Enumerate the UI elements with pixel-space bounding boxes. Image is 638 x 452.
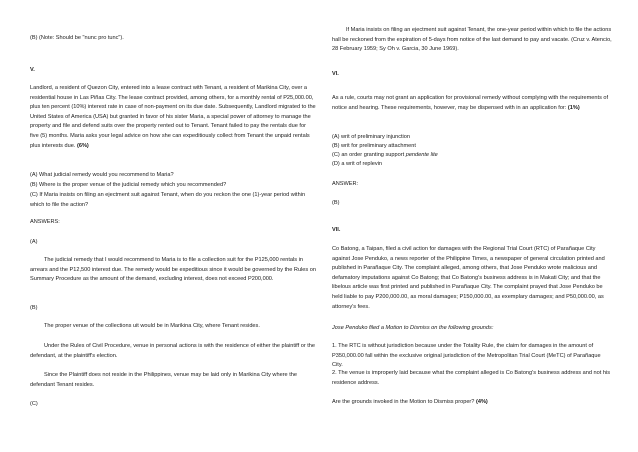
question-vi-option-b: (B) writ for preliminary attachment: [332, 143, 416, 149]
question-vii-points: (4%): [475, 399, 488, 405]
question-vi-body: As a rule, courts may not grant an application for provisional remedy without complying with the requirements of notice and hearing. These requirements, however, may be dispensed with in an application for:: [332, 95, 610, 111]
question-vi-heading: VI.: [332, 71, 339, 77]
question-vi-option-d: (D) a writ of replevin: [332, 161, 383, 167]
question-vi-points: (1%): [567, 104, 580, 111]
question-v-facts-text: Landlord, a resident of Quezon City, entered into a lease contract with Tenant, a resident of Marikina City, over a residential house in Las Piñas City. The lease contract provided, among others, for a monthly rental of P25,000.00, plus ten percent (10%) interest rate in case of non-payment on its due date. Subsequently, Landlord migrated to the United States of America (USA) but granted in favor of his sister Maria, a special power of attorney to manage the property and file and defend suits over the property rented out to Tenant. Tenant failed to pay the rentals due for five (5) months. Maria asks your legal advice on how she can expeditiously collect from Tenant the unpaid rentals plus interests due.: [30, 85, 318, 149]
question-vi-text: [332, 94, 612, 113]
answer-b-text-3: Since the Plaintiff does not reside in the Philippines, venue may be laid only in Marikina City where the defendant Tenant resides.: [30, 372, 299, 388]
question-vi-option-a: (A) writ of preliminary injunction: [332, 134, 411, 140]
question-vii-motion: Jose Penduko filed a Motion to Dismiss on the following grounds:: [332, 325, 494, 331]
ground-2: 2. The venue is improperly laid because what the complaint alleged is Co Batong's business address and not his residence address.: [332, 370, 612, 386]
answer-value: (B): [332, 200, 340, 206]
answer-b-text-1: The proper venue of the collections uit would be in Marikina City, where Tenant resides.: [44, 323, 260, 329]
question-vi-option-c-text: (C) an order granting support: [332, 152, 406, 158]
ground-1: 1. The RTC is without jurisdiction because under the Totality Rule, the claim for damages in the amount of P350,000.00 fall within the exclusive original jurisdiction of the Metropolitan Trial Court (MeTC) of Parañaque City.: [332, 343, 603, 369]
answer-b-text-2: Under the Rules of Civil Procedure, venue in personal actions is with the residence of either the plaintiff or the defendant, at the plaintiff's election.: [30, 343, 317, 359]
question-v-part-c: (C) If Maria insists on filing an ejectment suit against Tenant, when do you reckon the one (1)-year period within which to file the action?: [30, 192, 307, 208]
question-v-part-a: (A) What judicial remedy would you recommend to Maria?: [30, 172, 174, 178]
answers-label: ANSWERS:: [30, 219, 60, 225]
question-vii-question-text: Are the grounds invoked in the Motion to Dismiss proper?: [332, 399, 475, 405]
question-vii-heading: VII.: [332, 227, 341, 233]
answer-label: ANSWER:: [332, 181, 359, 187]
question-vii-facts: Co Batong, a Taipan, filed a civil action for damages with the Regional Trial Court (RTC) of Parañaque City against Jose Penduko, a news reporter of the Philippine Times, a newspaper of general circulation printed and published in Parañaque City. The complaint alleged, among others, that Jose Penduko wrote malicious and defamatory imputations against Co Batong; that Co Batong's business address is in Makati City; and that the libelous article was first printed and published in Parañaque City. The complaint prayed that Jose Penduko be held liable to pay P200,000.00, as moral damages; P150,000.00, as exemplary damages; and P50,000.00, as attorney's fees.: [332, 246, 607, 310]
answer-b-label: (B): [30, 305, 38, 311]
question-vi-option-c-italic: pendente lite: [405, 152, 438, 158]
answer-c-text: If Maria insists on filing an ejectment suit against Tenant, the one-year period within which to file the actions hall be reckoned from the expiration of 5-days from notice of the last demand to pay and vacate. (Cruz v. Atencio, 28 February 1959; Sy Oh v. Garcia, 30 June 1969).: [332, 27, 614, 53]
question-vii-question: [332, 398, 612, 408]
answer-c-label: (C): [30, 401, 38, 407]
answer-a-label: (A): [30, 239, 38, 245]
question-v-facts: [30, 84, 316, 151]
note-text: (B) (Note: Should be "nunc pro tunc").: [30, 35, 124, 41]
answer-a-text: The judicial remedy that I would recommend to Maria is to file a collection suit for the P125,000 rentals in arrears and the P12,500 interest due. The remedy would be expeditious since it would be governed by the Rules on Summary Procedure as the amount of the demand, excluding interest, does not exceed P200,000.: [30, 257, 318, 283]
question-v-part-b: (B) Where is the proper venue of the judicial remedy which you recommended?: [30, 182, 227, 188]
question-v-heading: V.: [30, 67, 35, 73]
question-v-points: (6%): [76, 142, 89, 149]
